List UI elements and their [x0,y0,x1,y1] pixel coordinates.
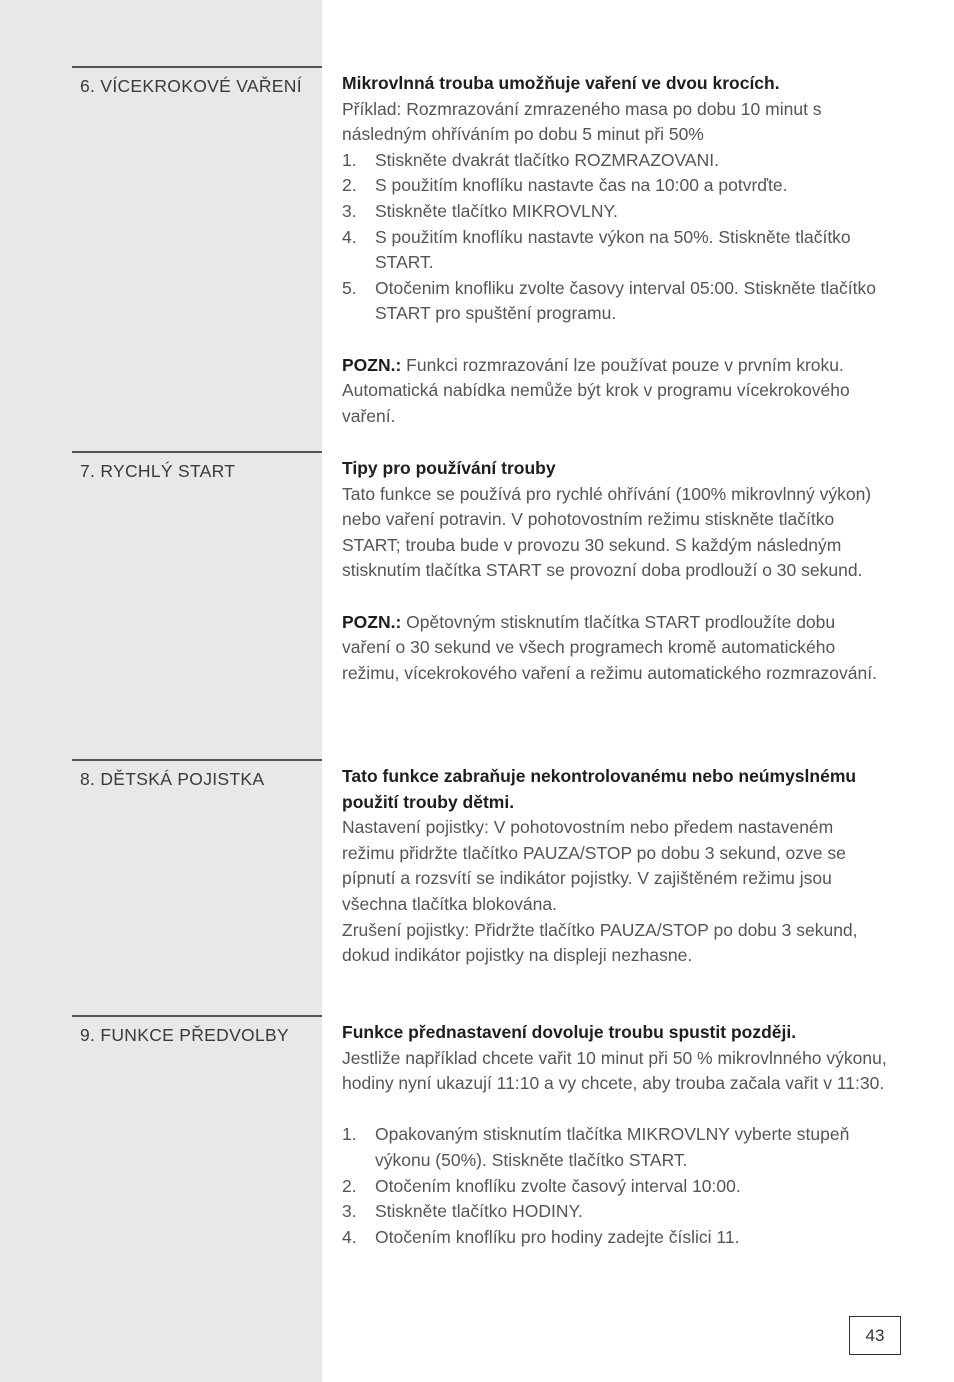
list-item [342,199,887,225]
step-text: Stiskněte tlačítko MIKROVLNY. [375,200,618,221]
step-text: Opakovaným stisknutím tlačítka MIKROVLNY vyberte stupeň výkonu (50%). Stiskněte tlačítko START. [375,1124,850,1170]
section-heading: 7. RYCHLÝ START [72,451,322,484]
section-lead: Tato funkce zabraňuje nekontrolovanému nebo neúmyslnému použití trouby dětmi. [342,766,857,812]
step-number: 3. [342,200,357,221]
list-item [342,1122,887,1173]
section-body [342,1020,887,1250]
section-lead: Mikrovlnná trouba umožňuje vaření ve dvou krocích. [342,73,780,93]
section-note [342,610,887,687]
step-text: Otočenim knofliku zvolte časovy interval 05:00. Stiskněte tlačítko START pro spuštění programu. [375,277,876,324]
section-body [342,764,887,969]
section-intro: Příklad: Rozmrazování zmrazeného masa po dobu 10 minut s následným ohříváním po dobu 5 minut při 50% [342,98,822,145]
step-list [342,148,887,327]
step-text: S použitím knoflíku nastavte čas na 10:00 a potvrďte. [375,175,788,196]
list-item [342,173,887,199]
list-item [342,225,887,276]
step-number: 2. [342,1175,357,1196]
step-number: 5. [342,277,357,298]
page-number: 43 [849,1316,901,1355]
list-item [342,148,887,174]
section-paragraph: Nastavení pojistky: V pohotovostním nebo předem nastaveném režimu přidržte tlačítko PAUZA/STOP po dobu 3 sekund, ozve se pípnutí a rozsvítí se indikátor pojistky. V zajištěném režimu jsou všechna tlačítka blokována. [342,817,846,914]
section-note [342,353,887,430]
step-list [342,1122,887,1250]
sidebar-background [0,0,322,1382]
section-lead: Tipy pro používání trouby [342,458,556,478]
section-lead: Funkce přednastavení dovoluje troubu spustit později. [342,1022,797,1042]
step-number: 4. [342,226,357,247]
section-body [342,71,887,429]
step-text: Stiskněte tlačítko HODINY. [375,1201,583,1222]
section-body [342,456,887,686]
list-item [342,1225,887,1251]
list-item [342,1174,887,1200]
note-label: POZN.: [342,354,402,375]
list-item [342,1199,887,1225]
step-text: Otočením knoflíku pro hodiny zadejte číslici 11. [375,1226,740,1247]
step-text: S použitím knoflíku nastavte výkon na 50%. Stiskněte tlačítko START. [375,226,851,273]
step-number: 3. [342,1201,357,1222]
note-label: POZN.: [342,611,402,632]
section-heading: 9. FUNKCE PŘEDVOLBY [72,1015,322,1048]
step-number: 4. [342,1226,357,1247]
section-heading: 6. VÍCEKROKOVÉ VAŘENÍ [72,66,322,116]
step-number: 1. [342,149,357,170]
step-text: Stiskněte dvakrát tlačítko ROZMRAZOVANI. [375,149,719,170]
step-text: Otočením knoflíku zvolte časový interval 10:00. [375,1175,741,1196]
section-paragraph: Zrušení pojistky: Přidržte tlačítko PAUZA/STOP po dobu 3 sekund, dokud indikátor pojistky na displeji nezhasne. [342,919,858,966]
step-number: 2. [342,175,357,196]
section-heading: 8. DĚTSKÁ POJISTKA [72,759,322,792]
list-item [342,276,887,327]
step-number: 1. [342,1124,357,1145]
section-intro: Jestliže například chcete vařit 10 minut při 50 % mikrovlnného výkonu, hodiny nyní ukazují 11:10 a vy chcete, aby trouba začala vařit v 11:30. [342,1047,887,1094]
section-intro: Tato funkce se používá pro rychlé ohřívání (100% mikrovlnný výkon) nebo vaření potravin. V pohotovostním režimu stiskněte tlačítko START; trouba bude v provozu 30 sekund. S každým následným stisknutím tlačítka START se provozní doba prodlouží o 30 sekund. [342,483,872,581]
note-text: Funkci rozmrazování lze používat pouze v prvním kroku. Automatická nabídka nemůže být krok v programu vícekrokového vaření. [342,354,850,426]
note-text: Opětovným stisknutím tlačítka START prodloužíte dobu vaření o 30 sekund ve všech programech kromě automatického režimu, vícekrokového vaření a režimu automatického rozmrazování. [342,611,877,683]
